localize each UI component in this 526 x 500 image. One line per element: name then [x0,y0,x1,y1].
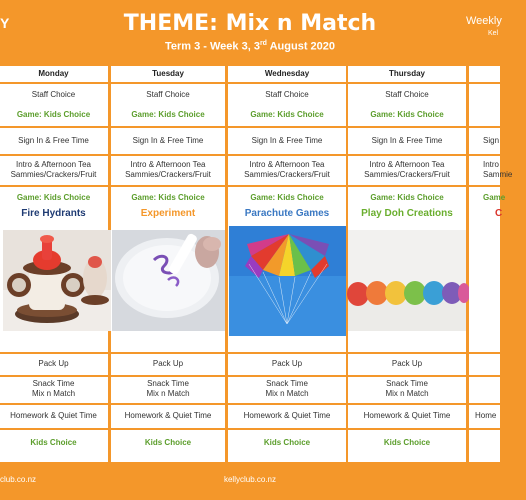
header [0,0,500,66]
divider [469,403,500,405]
homework-partial: Home [475,411,497,420]
divider [469,126,500,128]
kids-choice: Kids Choice [144,438,192,447]
day-column-partial [469,66,513,462]
divider [348,126,466,128]
day-column-wednesday [228,66,346,462]
divider [228,82,346,84]
footer-url: kellyclub.co.nz [223,475,277,484]
homework-quiet-time: Homework & Quiet Time [10,411,97,420]
intro-afternoon-tea [348,158,466,182]
play-doh-photo [348,230,466,331]
pack-up: Pack Up [271,359,303,368]
snack-line-1: Snack Time [266,379,308,388]
sign-in-free-time: Sign In & Free Time [18,136,89,145]
day-header [469,66,500,82]
divider [348,82,466,84]
intro-line-1: Intro & Afternoon Tea [130,160,206,169]
snack-line-1: Snack Time [32,379,75,388]
staff-choice: Staff Choice [31,90,76,99]
activity-title: Play Doh Creations [361,208,453,219]
kids-choice: Kids Choice [263,438,311,447]
homework-quiet-time: Homework & Quiet Time [124,411,212,420]
divider [228,403,346,405]
divider [111,428,225,430]
snack-line-2: Mix n Match [385,389,429,398]
divider [0,154,108,156]
day-header: Monday [38,69,69,78]
kids-choice: Kids Choice [30,438,77,447]
day-header: Thursday [388,69,425,78]
snack-time [228,378,346,400]
divider [111,185,225,187]
intro-line-2: Sammies/Crackers/Fruit [125,170,211,179]
snack-line-1: Snack Time [147,379,189,388]
intro-line-2: Sammies/Crackers/Fruit [364,170,450,179]
intro-afternoon-tea [0,158,108,182]
weekly-label: Weekly [466,15,502,27]
subtitle-prefix: Term 3 - Week 3, 3 [164,40,260,53]
footer-left-url: club.co.nz [0,475,37,484]
pack-up: Pack Up [391,359,423,368]
sign-in-partial: Sign [483,136,500,145]
day-header: Tuesday [152,69,184,78]
snack-time [111,378,225,400]
intro-line-2: Sammies/Crackers/Fruit [244,170,330,179]
game-kids-choice: Game: Kids Choice [250,110,324,119]
snack-line-2: Mix n Match [265,389,309,398]
parachute-photo [229,226,346,336]
divider [0,126,108,128]
intro-line-1: Intro & Afternoon Tea [15,160,91,169]
sign-in-free-time: Sign In & Free Time [371,136,443,145]
divider [111,154,225,156]
divider [348,154,466,156]
divider [469,185,500,187]
game-kids-choice: Game: Kids Choice [16,110,91,119]
game-kids-choice: Game: Kids Choice [131,110,205,119]
divider [469,154,500,156]
divider [348,428,466,430]
game-partial: Game [483,193,506,202]
day-column-thursday [348,66,466,462]
intro-line-1: Intro & Afternoon Tea [249,160,325,169]
intro-line-1: Intro & Afternoon Tea [369,160,445,169]
divider [0,185,108,187]
kids-choice: Kids Choice [383,438,431,447]
divider [469,82,500,84]
divider [0,375,108,377]
game-kids-choice-2: Game: Kids Choice [370,193,444,202]
sign-in-free-time: Sign In & Free Time [251,136,323,145]
schedule-grid [0,66,513,462]
snack-line-1: Snack Time [386,379,428,388]
divider [348,403,466,405]
page-subtitle [0,40,500,53]
experiment-photo [112,230,225,331]
intro-line-1: Intro [483,160,500,169]
staff-choice: Staff Choice [385,90,429,99]
activity-title: Fire Hydrants [21,208,86,219]
snack-time [0,378,108,400]
page-title: THEME: Mix n Match [123,11,377,36]
divider [228,154,346,156]
divider [228,126,346,128]
divider [0,403,108,405]
game-kids-choice: Game: Kids Choice [370,110,444,119]
day-column-monday [0,66,108,462]
activity-title: Experiment [140,208,196,219]
divider [228,375,346,377]
intro-afternoon-tea [228,158,346,182]
snack-time [348,378,466,400]
pack-up: Pack Up [152,359,184,368]
intro-line-2: Sammies/Crackers/Fruit [10,170,97,179]
intro-line-2: Sammie [483,170,513,179]
activity-title: Parachute Games [244,208,330,219]
game-kids-choice-2: Game: Kids Choice [131,193,205,202]
activity-title: C [495,208,503,219]
day-column-tuesday [111,66,225,462]
sign-in-free-time: Sign In & Free Time [132,136,204,145]
game-kids-choice-2: Game: Kids Choice [250,193,324,202]
divider [0,82,108,84]
homework-quiet-time: Homework & Quiet Time [243,411,331,420]
divider [348,185,466,187]
pack-up: Pack Up [38,359,69,368]
staff-choice: Staff Choice [265,90,309,99]
divider [0,428,108,430]
subtitle-suffix: August 2020 [266,40,336,53]
divider [348,375,466,377]
intro-partial [469,158,513,182]
subtitle-sup: rd [259,40,267,47]
snack-line-2: Mix n Match [146,389,190,398]
divider [111,126,225,128]
divider [469,375,500,377]
divider [228,428,346,430]
snack-line-2: Mix n Match [31,389,76,398]
homework-quiet-time: Homework & Quiet Time [363,411,451,420]
divider [111,403,225,405]
logo-fragment: Y [0,15,10,31]
divider [111,82,225,84]
divider [228,185,346,187]
intro-afternoon-tea [111,158,225,182]
divider [111,375,225,377]
game-kids-choice-2: Game: Kids Choice [16,193,91,202]
divider [469,352,500,354]
fire-hydrant-photo [3,230,114,331]
weekly-sublabel: Kel [488,30,499,37]
staff-choice: Staff Choice [146,90,190,99]
divider [469,428,500,430]
day-header: Wednesday [264,69,310,78]
